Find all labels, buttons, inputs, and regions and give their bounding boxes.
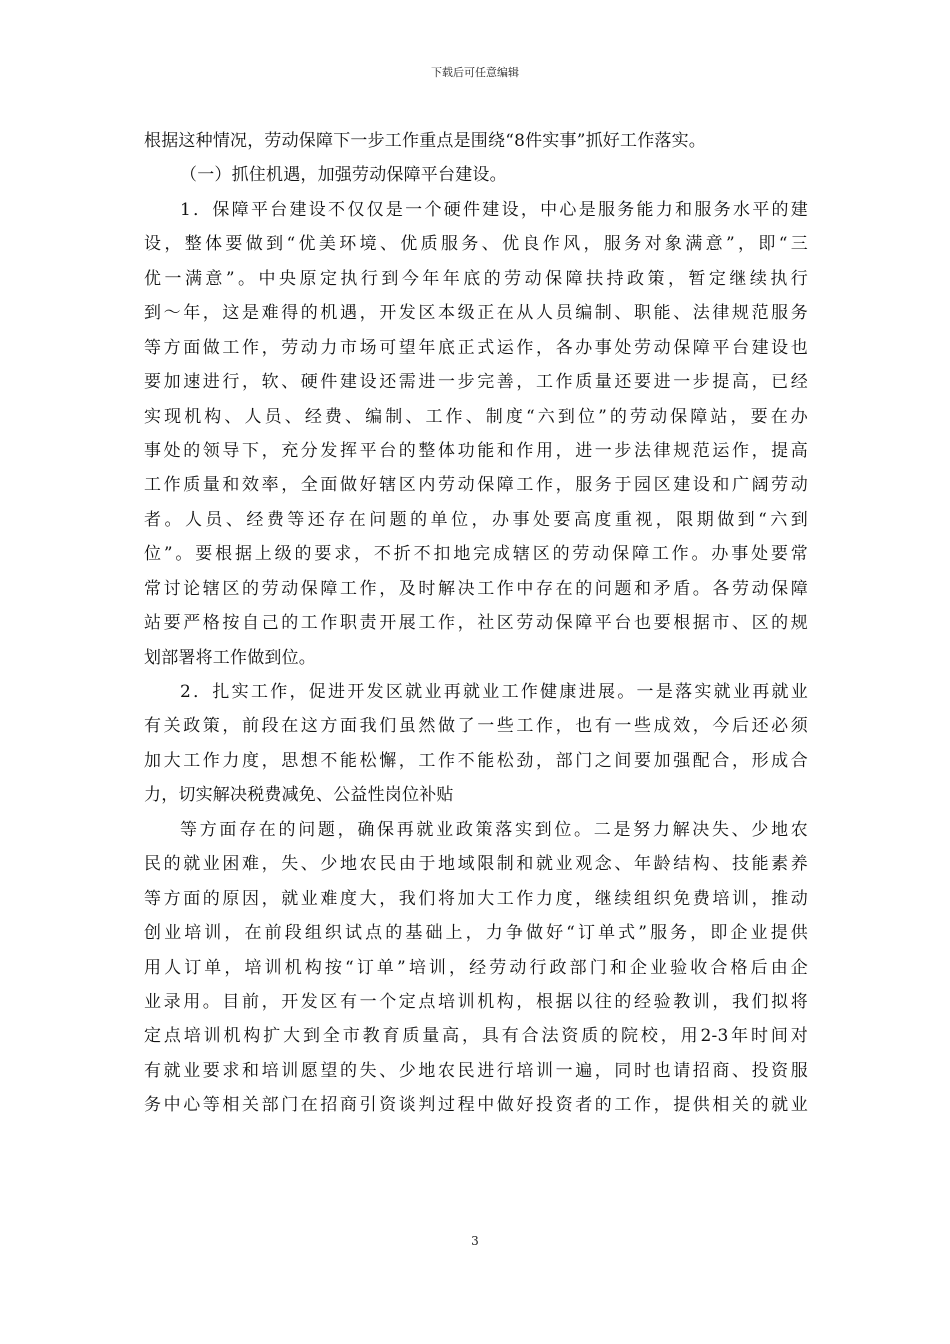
body-line: 1．保障平台建设不仅仅是一个硬件建设，中心是服务能力和服务水平的建	[180, 199, 808, 220]
body-line: 事处的领导下，充分发挥平台的整体功能和作用，进一步法律规范运作，提高	[144, 440, 808, 461]
body-line: 划部署将工作做到位。	[144, 647, 316, 668]
body-line: 到～年，这是难得的机遇，开发区本级正在从人员编制、职能、法律规范服务	[144, 303, 808, 324]
body-line: 常讨论辖区的劳动保障工作，及时解决工作中存在的问题和矛盾。各劳动保障	[144, 578, 808, 599]
body-line: 站要严格按自己的工作职责开展工作，社区劳动保障平台也要根据市、区的规	[144, 613, 808, 634]
body-line: 位”。要根据上级的要求，不折不扣地完成辖区的劳动保障工作。办事处要常	[144, 544, 808, 565]
body-line: 等方面存在的问题，确保再就业政策落实到位。二是努力解决失、少地农	[180, 819, 808, 840]
body-line: 设，整体要做到“优美环境、优质服务、优良作风，服务对象满意”，即“三	[144, 234, 808, 255]
body-line: 者。人员、经费等还存在问题的单位，办事处要高度重视，限期做到“六到	[144, 509, 808, 530]
section-heading: （一）抓住机遇，加强劳动保障平台建设。	[180, 165, 507, 186]
body-line: 优一满意”。中央原定执行到今年年底的劳动保障扶持政策，暂定继续执行	[144, 268, 808, 289]
body-line: 加大工作力度，思想不能松懈，工作不能松劲，部门之间要加强配合，形成合	[144, 750, 808, 771]
body-line: 实现机构、人员、经费、编制、工作、制度“六到位”的劳动保障站，要在办	[144, 406, 808, 427]
body-line: 要加速进行，软、硬件建设还需进一步完善，工作质量还要进一步提高，已经	[144, 372, 808, 393]
body-line: 等方面做工作，劳动力市场可望年底正式运作，各办事处劳动保障平台建设也	[144, 337, 808, 358]
body-line: 有关政策，前段在这方面我们虽然做了一些工作，也有一些成效，今后还必须	[144, 716, 808, 737]
body-line: 有就业要求和培训愿望的失、少地农民进行培训一遍，同时也请招商、投资服	[144, 1060, 808, 1081]
body-line: 等方面的原因，就业难度大，我们将加大工作力度，继续组织免费培训，推动	[144, 888, 808, 909]
body-line: 用人订单，培训机构按“订单”培训，经劳动行政部门和企业验收合格后由企	[144, 957, 808, 978]
body-line: 工作质量和效率，全面做好辖区内劳动保障工作，服务于园区建设和广阔劳动	[144, 475, 808, 496]
body-line: 定点培训机构扩大到全市教育质量高，具有合法资质的院校，用2-3年时间对	[144, 1026, 808, 1047]
body-line: 力，切实解决税费减免、公益性岗位补贴	[144, 785, 454, 806]
body-line: 创业培训，在前段组织试点的基础上，力争做好“订单式”服务，即企业提供	[144, 923, 808, 944]
body-line: 根据这种情况，劳动保障下一步工作重点是围绕“8件实事”抓好工作落实。	[144, 131, 706, 151]
body-line: 业录用。目前，开发区有一个定点培训机构，根据以往的经验教训，我们拟将	[144, 991, 808, 1012]
page-number: 3	[471, 1234, 479, 1248]
document-body	[144, 124, 808, 1123]
body-line: 2．扎实工作，促进开发区就业再就业工作健康进展。一是落实就业再就业	[180, 682, 808, 702]
body-line: 民的就业困难，失、少地农民由于地域限制和就业观念、年龄结构、技能素养	[144, 854, 808, 875]
body-line: 务中心等相关部门在招商引资谈判过程中做好投资者的工作，提供相关的就业	[144, 1095, 808, 1116]
page-header: 下载后可任意编辑	[431, 66, 519, 79]
